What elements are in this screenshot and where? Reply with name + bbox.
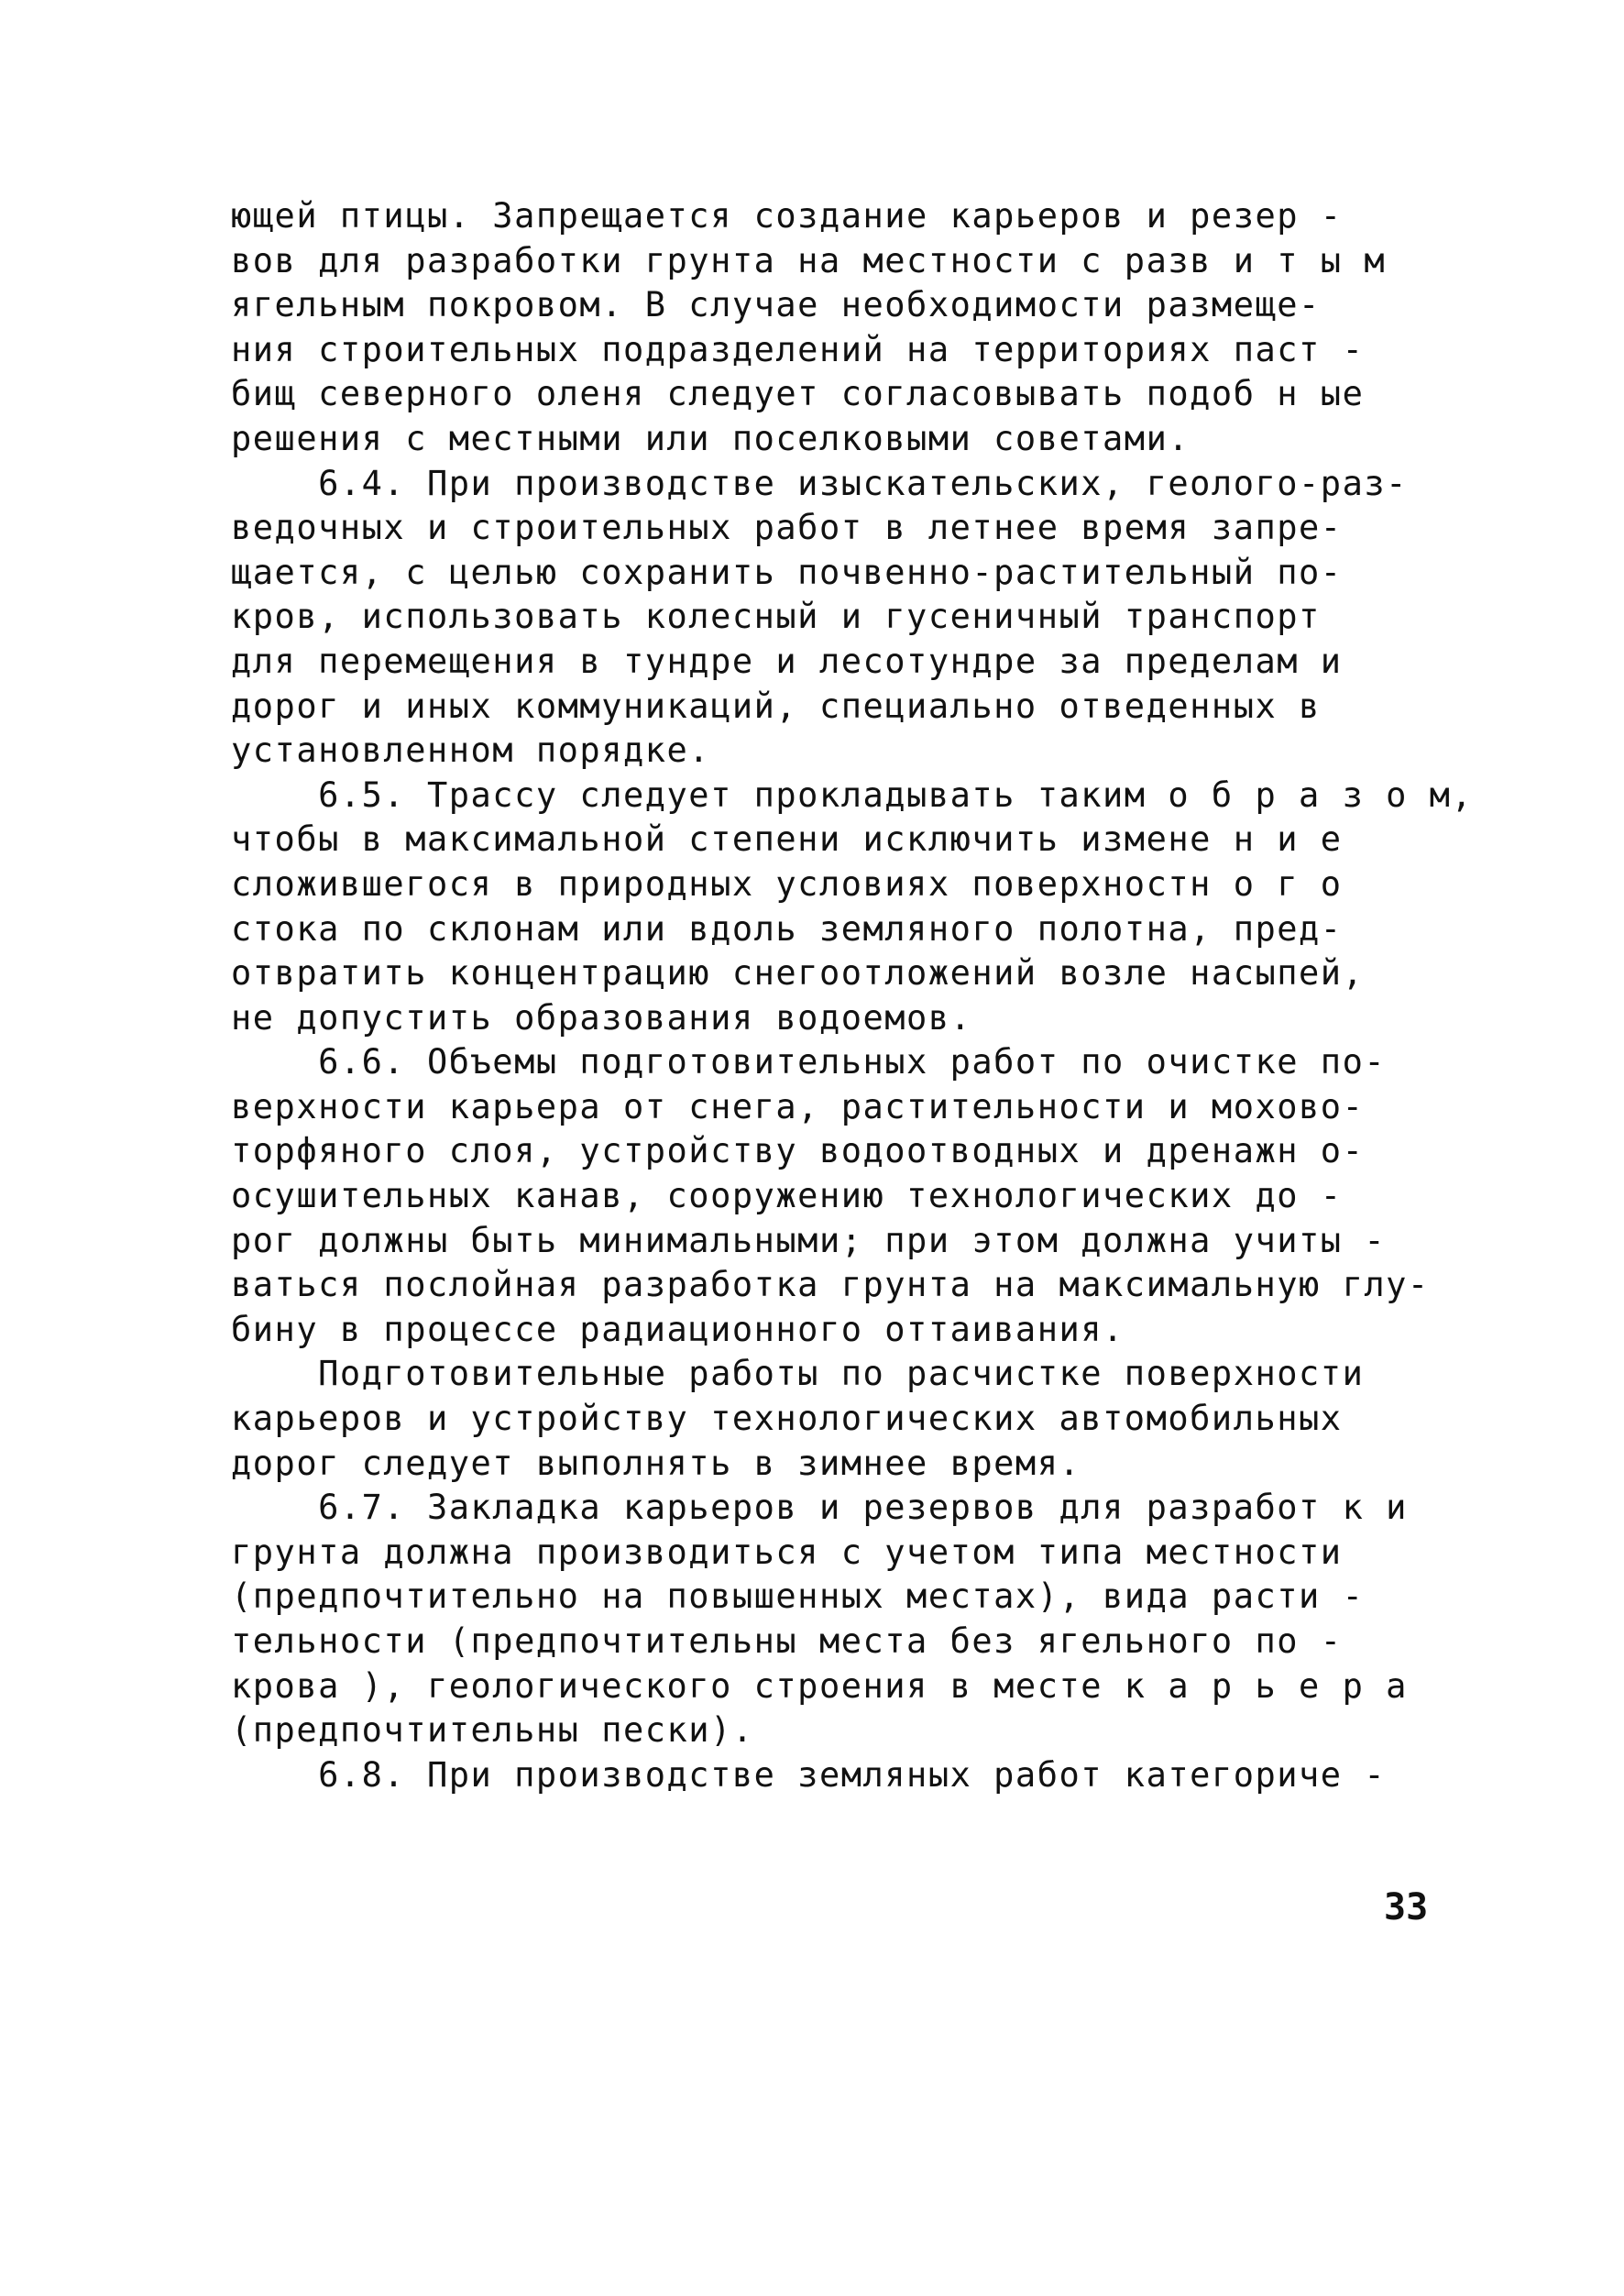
text-line: щается, с целью сохранить почвенно-растительный по- bbox=[231, 552, 1343, 592]
text-line: стока по склонам или вдоль земляного полотна, пред- bbox=[231, 908, 1343, 949]
text-line: (предпочтительно на повышенных местах), вида расти - bbox=[231, 1576, 1365, 1617]
text-line: ющей птицы. Запрещается создание карьеров и резер - bbox=[231, 196, 1343, 236]
text-line: установленном порядке. bbox=[231, 731, 711, 771]
text-line: 6.4. При производстве изыскательских, геолого-раз- bbox=[231, 463, 1408, 503]
text-line: ягельным покровом. В случае необходимости размеще- bbox=[231, 285, 1321, 325]
text-line: ведочных и строительных работ в летнее время запре- bbox=[231, 508, 1343, 548]
text-line: торфяного слоя, устройству водоотводных и дренажн о- bbox=[231, 1131, 1365, 1171]
body-text bbox=[231, 194, 1474, 1797]
text-line: крова ), геологического строения в месте к а р ь е р а bbox=[231, 1665, 1408, 1706]
text-line: не допустить образования водоемов. bbox=[231, 997, 972, 1038]
text-line: грунта должна производиться с учетом типа местности bbox=[231, 1532, 1343, 1572]
text-line: 6.7. Закладка карьеров и резервов для разработ к и bbox=[231, 1488, 1408, 1528]
text-line: карьеров и устройству технологических автомобильных bbox=[231, 1399, 1343, 1439]
text-line: дорог и иных коммуникаций, специально отведенных в bbox=[231, 686, 1321, 726]
text-line: осушительных канав, сооружению технологических до - bbox=[231, 1176, 1343, 1216]
text-line: 6.5. Трассу следует прокладывать таким о б р а з о м, bbox=[231, 774, 1474, 815]
text-line: ваться послойная разработка грунта на максимальную глу- bbox=[231, 1265, 1430, 1305]
text-line: верхности карьера от снега, растительности и мохово- bbox=[231, 1086, 1365, 1126]
text-line: чтобы в максимальной степени исключить измене н и е bbox=[231, 819, 1343, 860]
text-line: бищ северного оленя следует согласовывать подоб н ые bbox=[231, 374, 1365, 414]
text-line: вов для разработки грунта на местности с разв и т ы м bbox=[231, 240, 1387, 280]
text-line: бину в процессе радиационного оттаивания. bbox=[231, 1309, 1125, 1349]
text-line: решения с местными или поселковыми советами. bbox=[231, 418, 1191, 458]
text-line: 6.6. Объемы подготовительных работ по очистке по- bbox=[231, 1042, 1387, 1082]
text-line: дорог следует выполнять в зимнее время. bbox=[231, 1443, 1081, 1483]
text-line: тельности (предпочтительны места без ягельного по - bbox=[231, 1621, 1343, 1661]
text-line: кров, использовать колесный и гусеничный транспорт bbox=[231, 597, 1321, 637]
text-line: 6.8. При производстве земляных работ категориче - bbox=[231, 1754, 1387, 1795]
text-line: для перемещения в тундре и лесотундре за пределам и bbox=[231, 641, 1343, 681]
text-line: сложившегося в природных условиях поверхностн о г о bbox=[231, 863, 1343, 904]
page-number: 33 bbox=[1384, 1886, 1429, 1928]
text-line: (предпочтительны пески). bbox=[231, 1710, 754, 1751]
text-line: отвратить концентрацию снегоотложений возле насыпей, bbox=[231, 953, 1365, 994]
text-line: рог должны быть минимальными; при этом должна учиты - bbox=[231, 1220, 1387, 1260]
text-line: Подготовительные работы по расчистке поверхности bbox=[231, 1354, 1365, 1394]
text-line: ния строительных подразделений на территориях паст - bbox=[231, 329, 1365, 369]
